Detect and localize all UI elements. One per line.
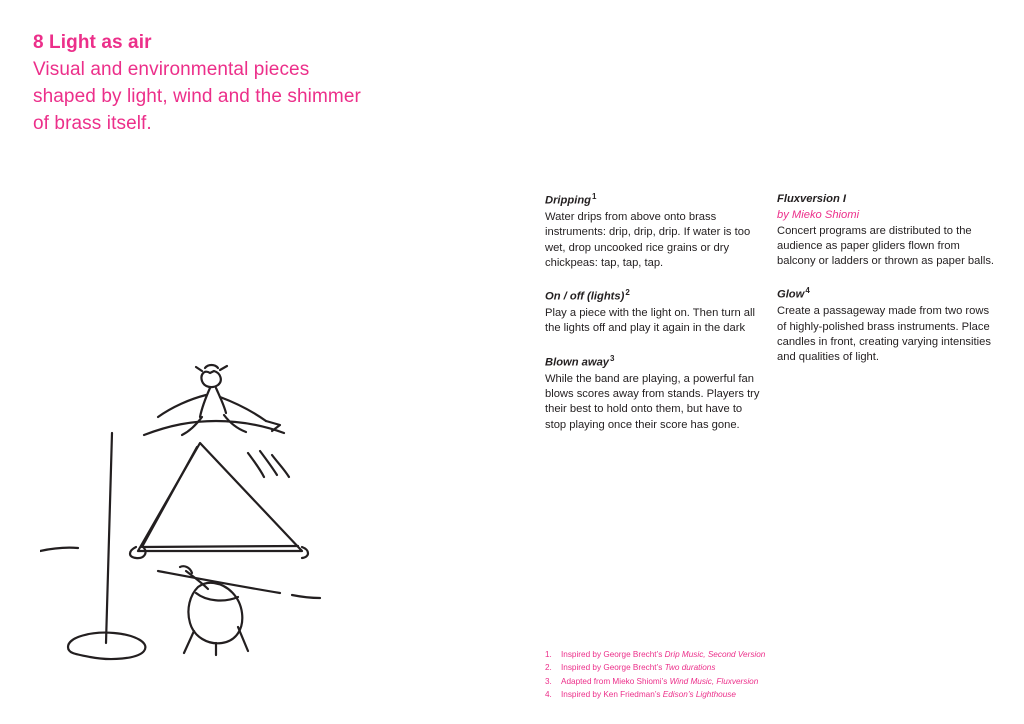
footnote-prefix: Adapted from Mieko Shiomi’s [561,676,670,686]
piece-footnote-marker: 1 [592,192,597,201]
piece-title-text: Blown away [545,356,610,369]
piece-entry [545,354,760,433]
footnote-prefix: Inspired by George Brecht’s [561,650,665,659]
piece-footnote-marker: 2 [625,288,630,298]
footnote-number: 1. [545,650,552,659]
footnote-prefix: Inspired by Ken Friedman’s [561,689,663,699]
piece-body: Create a passageway made from two rows of highly-polished brass instruments. Place candles in front, creating varying intensities and qualities of light. [777,305,991,364]
footnote-prefix: Inspired by George Brecht’s [561,663,665,673]
page-title: 8 Light as air [33,32,152,53]
footnote-work-title: Two durations [664,663,716,673]
page-subtitle-line-1: Visual and environmental pieces [33,58,310,80]
footnote-text [561,675,758,688]
text-column-2 [777,192,995,366]
piece-title-text: Glow [777,289,805,302]
piece-title-text: On / off (lights) [545,290,625,303]
piece-title-text: Dripping [545,194,591,207]
piece-entry [777,192,995,269]
illustration-figure [40,355,370,675]
footnote-number: 2. [545,663,552,673]
piece-entry [545,288,760,337]
piece-footnote-marker: 3 [610,353,615,363]
footnote-work-title: Wind Music, Fluxversion [669,676,759,686]
piece-entry [777,286,995,365]
line-drawing-icon [40,355,370,675]
page-header [33,30,513,138]
piece-title [777,192,995,207]
piece-title [545,192,760,209]
footnote-number: 4. [545,689,552,699]
piece-title [777,286,995,303]
footnotes-list [545,648,975,701]
page-subtitle-line-3: of brass itself. [33,112,152,134]
piece-body: While the band are playing, a powerful fan blows scores away from stands. Players try their best to hold onto them, but have to stop playing once their score has gone. [545,372,760,431]
piece-body: Concert programs are distributed to the audience as paper gliders flown from balcony or ladders or thrown as paper balls. [777,224,995,268]
footnote-work-title: Edison’s Lighthouse [662,689,736,699]
piece-body: Water drips from above onto brass instruments: drip, drip, drip. If water is too wet, drop uncooked rice grains or dry chickpeas: tap, tap, tap. [545,211,751,269]
piece-title [545,288,760,305]
piece-footnote-marker: 4 [805,286,810,296]
piece-entry [545,192,760,271]
footnote-text [561,688,736,701]
piece-body: Play a piece with the light on. Then turn all the lights off and play it again in the dark [545,307,755,335]
footnote-number: 3. [545,676,552,686]
footnote-text [561,661,715,674]
piece-title-text: Fluxversion I [777,193,847,205]
footnote-text [561,648,765,661]
page-subtitle-line-2: shaped by light, wind and the shimmer [33,85,361,107]
footnote-item [545,688,975,701]
piece-attribution: by Mieko Shiomi [777,209,860,222]
footnote-work-title: Drip Music, Second Version [664,650,766,659]
footnote-item [545,661,975,674]
footnote-item [545,648,975,661]
text-column-1 [545,192,760,433]
piece-title [545,354,760,371]
footnote-item [545,675,975,688]
